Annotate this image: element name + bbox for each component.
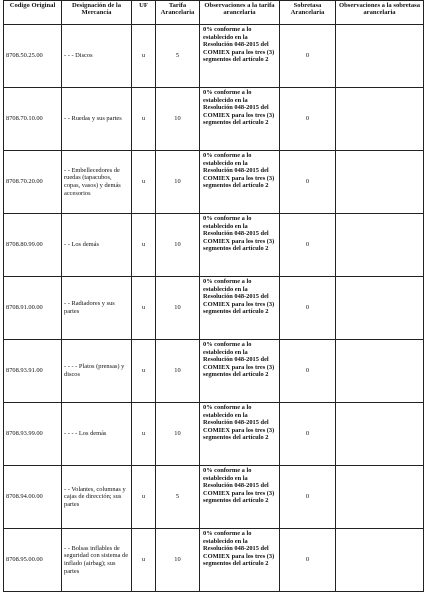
cell-tarifa: 10 (156, 151, 200, 214)
cell-codigo: 8708.50.25.00 (4, 25, 62, 88)
cell-observaciones-sobretasa (336, 529, 424, 592)
table-row (4, 403, 424, 466)
cell-tarifa: 5 (156, 466, 200, 529)
table-row (4, 25, 424, 88)
cell-codigo: 8708.70.10.00 (4, 88, 62, 151)
cell-sobretasa: 0 (280, 25, 336, 88)
cell-sobretasa: 0 (280, 529, 336, 592)
cell-observaciones: 0% conforme a lo establecido en la Resolución 048-2015 del COMIEX para los tres (3) segmentos del artículo 2 (200, 529, 280, 592)
cell-observaciones-sobretasa (336, 277, 424, 340)
tariff-table (3, 0, 424, 592)
header-observaciones: Observaciones a la tarifa arancelaria (200, 1, 280, 25)
cell-designacion: - - Embellecedores de ruedas (tapacubos, copas, vasos) y demás accesorios (62, 151, 132, 214)
cell-sobretasa: 0 (280, 403, 336, 466)
cell-observaciones: 0% conforme a lo establecido en la Resolución 048-2015 del COMIEX para los tres (3) segmentos del artículo 2 (200, 214, 280, 277)
cell-tarifa: 10 (156, 403, 200, 466)
cell-uf: u (132, 214, 156, 277)
table-row (4, 277, 424, 340)
header-uf: UF (132, 1, 156, 25)
cell-codigo: 8708.94.00.00 (4, 466, 62, 529)
cell-tarifa: 10 (156, 88, 200, 151)
cell-sobretasa: 0 (280, 151, 336, 214)
cell-designacion: - - Ruedas y sus partes (62, 88, 132, 151)
cell-designacion: - - - - Platos (prensas) y discos (62, 340, 132, 403)
cell-designacion: - - Bolsas inflables de seguridad con sistema de inflado (airbag); sus partes (62, 529, 132, 592)
cell-uf: u (132, 529, 156, 592)
header-row (4, 1, 424, 25)
cell-codigo: 8708.93.91.00 (4, 340, 62, 403)
cell-observaciones: 0% conforme a lo establecido en la Resolución 048-2015 del COMIEX para los tres (3) segmentos del artículo 2 (200, 88, 280, 151)
cell-observaciones: 0% conforme a lo establecido en la Resolución 048-2015 del COMIEX para los tres (3) segmentos del artículo 2 (200, 25, 280, 88)
cell-observaciones-sobretasa (336, 25, 424, 88)
header-designacion: Designación de la Mercancía (62, 1, 132, 25)
cell-designacion: - - Volantes, columnas y cajas de dirección; sus partes (62, 466, 132, 529)
cell-observaciones-sobretasa (336, 151, 424, 214)
cell-designacion: - - - Discos (62, 25, 132, 88)
cell-tarifa: 10 (156, 340, 200, 403)
cell-codigo: 8708.93.99.00 (4, 403, 62, 466)
cell-observaciones-sobretasa (336, 466, 424, 529)
cell-designacion: - - Radiadores y sus partes (62, 277, 132, 340)
cell-observaciones-sobretasa (336, 403, 424, 466)
cell-designacion: - - Los demás (62, 214, 132, 277)
cell-observaciones: 0% conforme a lo establecido en la Resolución 048-2015 del COMIEX para los tres (3) segmentos del artículo 2 (200, 466, 280, 529)
table-body (4, 25, 424, 592)
cell-codigo: 8708.80.99.00 (4, 214, 62, 277)
cell-uf: u (132, 151, 156, 214)
cell-tarifa: 10 (156, 277, 200, 340)
table-row (4, 214, 424, 277)
cell-uf: u (132, 277, 156, 340)
cell-observaciones-sobretasa (336, 340, 424, 403)
header-tarifa: Tarifa Arancelaria (156, 1, 200, 25)
table-row (4, 88, 424, 151)
table-row (4, 340, 424, 403)
cell-observaciones: 0% conforme a lo establecido en la Resolución 048-2015 del COMIEX para los tres (3) segmentos del artículo 2 (200, 277, 280, 340)
cell-sobretasa: 0 (280, 214, 336, 277)
cell-codigo: 8708.95.00.00 (4, 529, 62, 592)
cell-codigo: 8708.91.00.00 (4, 277, 62, 340)
cell-observaciones-sobretasa (336, 88, 424, 151)
cell-uf: u (132, 466, 156, 529)
header-observaciones-sobretasa: Observaciones a la sobretasa arancelaria (336, 1, 424, 25)
cell-observaciones: 0% conforme a lo establecido en la Resolución 048-2015 del COMIEX para los tres (3) segmentos del artículo 2 (200, 340, 280, 403)
cell-uf: u (132, 25, 156, 88)
header-sobretasa: Sobretasa Arancelaria (280, 1, 336, 25)
cell-uf: u (132, 403, 156, 466)
table-row (4, 529, 424, 592)
cell-designacion: - - - - Los demás (62, 403, 132, 466)
table-row (4, 151, 424, 214)
cell-observaciones-sobretasa (336, 214, 424, 277)
cell-codigo: 8708.70.20.00 (4, 151, 62, 214)
table-row (4, 466, 424, 529)
cell-sobretasa: 0 (280, 88, 336, 151)
cell-observaciones: 0% conforme a lo establecido en la Resolución 048-2015 del COMIEX para los tres (3) segmentos del artículo 2 (200, 403, 280, 466)
cell-sobretasa: 0 (280, 277, 336, 340)
table-header (4, 1, 424, 25)
cell-tarifa: 5 (156, 25, 200, 88)
cell-tarifa: 10 (156, 214, 200, 277)
cell-observaciones: 0% conforme a lo establecido en la Resolución 048-2015 del COMIEX para los tres (3) segmentos del artículo 2 (200, 151, 280, 214)
cell-uf: u (132, 340, 156, 403)
header-codigo: Codigo Original (4, 1, 62, 25)
cell-uf: u (132, 88, 156, 151)
cell-sobretasa: 0 (280, 466, 336, 529)
cell-tarifa: 10 (156, 529, 200, 592)
cell-sobretasa: 0 (280, 340, 336, 403)
